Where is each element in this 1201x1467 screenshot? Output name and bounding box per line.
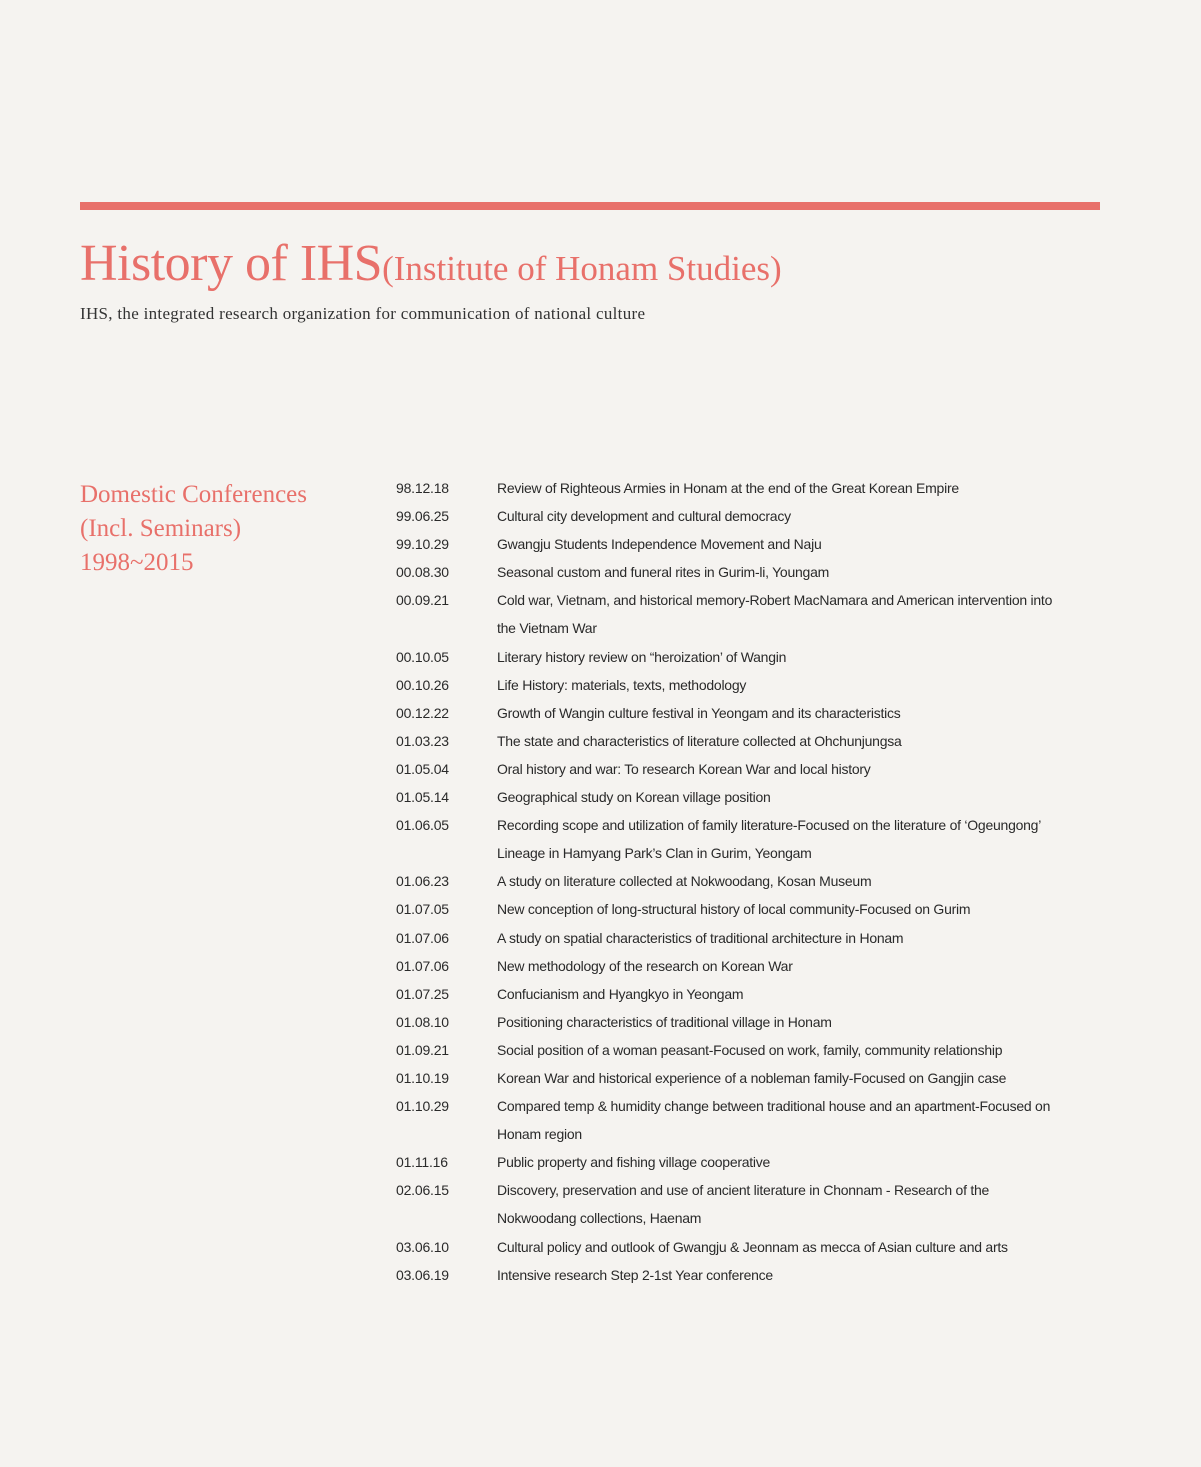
conference-item: [396, 867, 1061, 895]
conference-title: Positioning characteristics of traditional village in Honam: [497, 1013, 832, 1030]
conference-item: [396, 755, 1061, 783]
section-title: [80, 478, 307, 580]
conference-item: [396, 1176, 1061, 1232]
conference-item: [396, 924, 1061, 952]
conference-date: 01.06.05: [396, 817, 449, 834]
conference-date: 01.07.25: [396, 985, 449, 1002]
page-title-main: History of IHS: [80, 235, 383, 292]
conference-date: 01.05.04: [396, 760, 449, 777]
conference-title: Social position of a woman peasant-Focused on work, family, community relationship: [497, 1041, 1003, 1058]
conference-item: [396, 811, 1061, 867]
section-title-line: (Incl. Seminars): [80, 515, 242, 542]
conference-item: [396, 1148, 1061, 1176]
section-title-line: Domestic Conferences: [80, 481, 308, 508]
conference-date: 02.06.15: [396, 1182, 449, 1199]
conference-title: Life History: materials, texts, methodology: [497, 676, 747, 693]
conference-item: [396, 895, 1061, 923]
conference-item: [396, 980, 1061, 1008]
conference-item: [396, 586, 1061, 642]
conference-date: 01.07.06: [396, 957, 449, 974]
conference-date: 01.09.21: [396, 1041, 449, 1058]
conference-item: [396, 699, 1061, 727]
conference-title: New methodology of the research on Korean War: [497, 957, 793, 974]
conference-title: Intensive research Step 2-1st Year conference: [497, 1266, 773, 1283]
conference-date: 01.10.19: [396, 1069, 449, 1086]
conference-title: Review of Righteous Armies in Honam at the end of the Great Korean Empire: [497, 480, 959, 496]
conference-title: Gwangju Students Independence Movement and Naju: [497, 536, 822, 553]
conference-item: [396, 1036, 1061, 1064]
conference-item: [396, 1261, 1061, 1289]
conference-title: A study on literature collected at Nokwoodang, Kosan Museum: [497, 873, 872, 890]
conference-item: [396, 474, 1061, 502]
conference-title: Confucianism and Hyangkyo in Yeongam: [497, 985, 744, 1002]
conference-title: Korean War and historical experience of a nobleman family-Focused on Gangjin case: [497, 1069, 1007, 1086]
conference-item: [396, 1092, 1061, 1148]
conference-date: 01.11.16: [396, 1154, 448, 1171]
conference-date: 00.10.26: [396, 676, 449, 693]
conference-date: 01.07.06: [396, 929, 449, 946]
conference-title: Growth of Wangin culture festival in Yeongam and its characteristics: [497, 704, 901, 721]
conference-title: New conception of long-structural history of local community-Focused on Gurim: [497, 901, 971, 918]
conference-item: [396, 952, 1061, 980]
section-title-line: 1998~2015: [80, 549, 194, 576]
conference-title: Public property and fishing village cooperative: [497, 1154, 771, 1171]
conference-title: Compared temp & humidity change between traditional house and an apartment-Focused on Honam region: [497, 1098, 1051, 1143]
conference-item: [396, 643, 1061, 671]
conference-item: [396, 558, 1061, 586]
conference-title: Cold war, Vietnam, and historical memory-Robert MacNamara and American intervention into the Vietnam War: [497, 592, 1053, 637]
conference-title: Geographical study on Korean village position: [497, 789, 771, 806]
conference-title: Recording scope and utilization of family literature-Focused on the literature of ‘Ogeungong’ Lineage in Hamyang Park’s Clan in Gurim, Yeongam: [497, 817, 1041, 862]
header-accent-rule: [80, 202, 1100, 210]
conference-title: Cultural policy and outlook of Gwangju & Jeonnam as mecca of Asian culture and arts: [497, 1238, 1008, 1255]
conference-title: The state and characteristics of literature collected at Ohchunjungsa: [497, 732, 902, 749]
conference-date: 00.08.30: [396, 564, 449, 581]
conference-date: 01.03.23: [396, 732, 449, 749]
conference-date: 03.06.19: [396, 1266, 449, 1283]
conference-title: Discovery, preservation and use of ancient literature in Chonnam - Research of the Nokwoodang collections, Haenam: [497, 1182, 990, 1227]
conference-date: 00.12.22: [396, 704, 449, 721]
page-title-sub: (Institute of Honam Studies): [382, 249, 782, 288]
conference-date: 01.06.23: [396, 873, 449, 890]
conference-date: 01.05.14: [396, 789, 449, 806]
conference-date: 99.10.29: [396, 536, 449, 553]
conference-title: Cultural city development and cultural democracy: [497, 508, 791, 525]
conference-date: 00.09.21: [396, 592, 449, 609]
conference-item: [396, 1233, 1061, 1261]
conference-title: Seasonal custom and funeral rites in Gurim-li, Youngam: [497, 564, 830, 581]
conference-item: [396, 1064, 1061, 1092]
conference-title: A study on spatial characteristics of traditional architecture in Honam: [497, 929, 904, 946]
conference-date: 99.06.25: [396, 508, 449, 525]
conference-title: Literary history review on “heroization’ of Wangin: [497, 648, 787, 665]
conference-date: 01.10.29: [396, 1098, 449, 1115]
conference-item: [396, 502, 1061, 530]
conference-title: Oral history and war: To research Korean War and local history: [497, 760, 871, 777]
conference-date: 03.06.10: [396, 1238, 449, 1255]
conference-item: [396, 530, 1061, 558]
page-subtitle: IHS, the integrated research organization for communication of national culture: [80, 304, 646, 323]
conference-date: 01.08.10: [396, 1013, 449, 1030]
conference-item: [396, 727, 1061, 755]
conference-list: [396, 474, 1061, 1289]
conference-date: 01.07.05: [396, 901, 449, 918]
page-title: [80, 232, 782, 301]
conference-date: 98.12.18: [396, 480, 449, 496]
conference-item: [396, 1008, 1061, 1036]
conference-date: 00.10.05: [396, 648, 449, 665]
conference-item: [396, 783, 1061, 811]
conference-item: [396, 671, 1061, 699]
